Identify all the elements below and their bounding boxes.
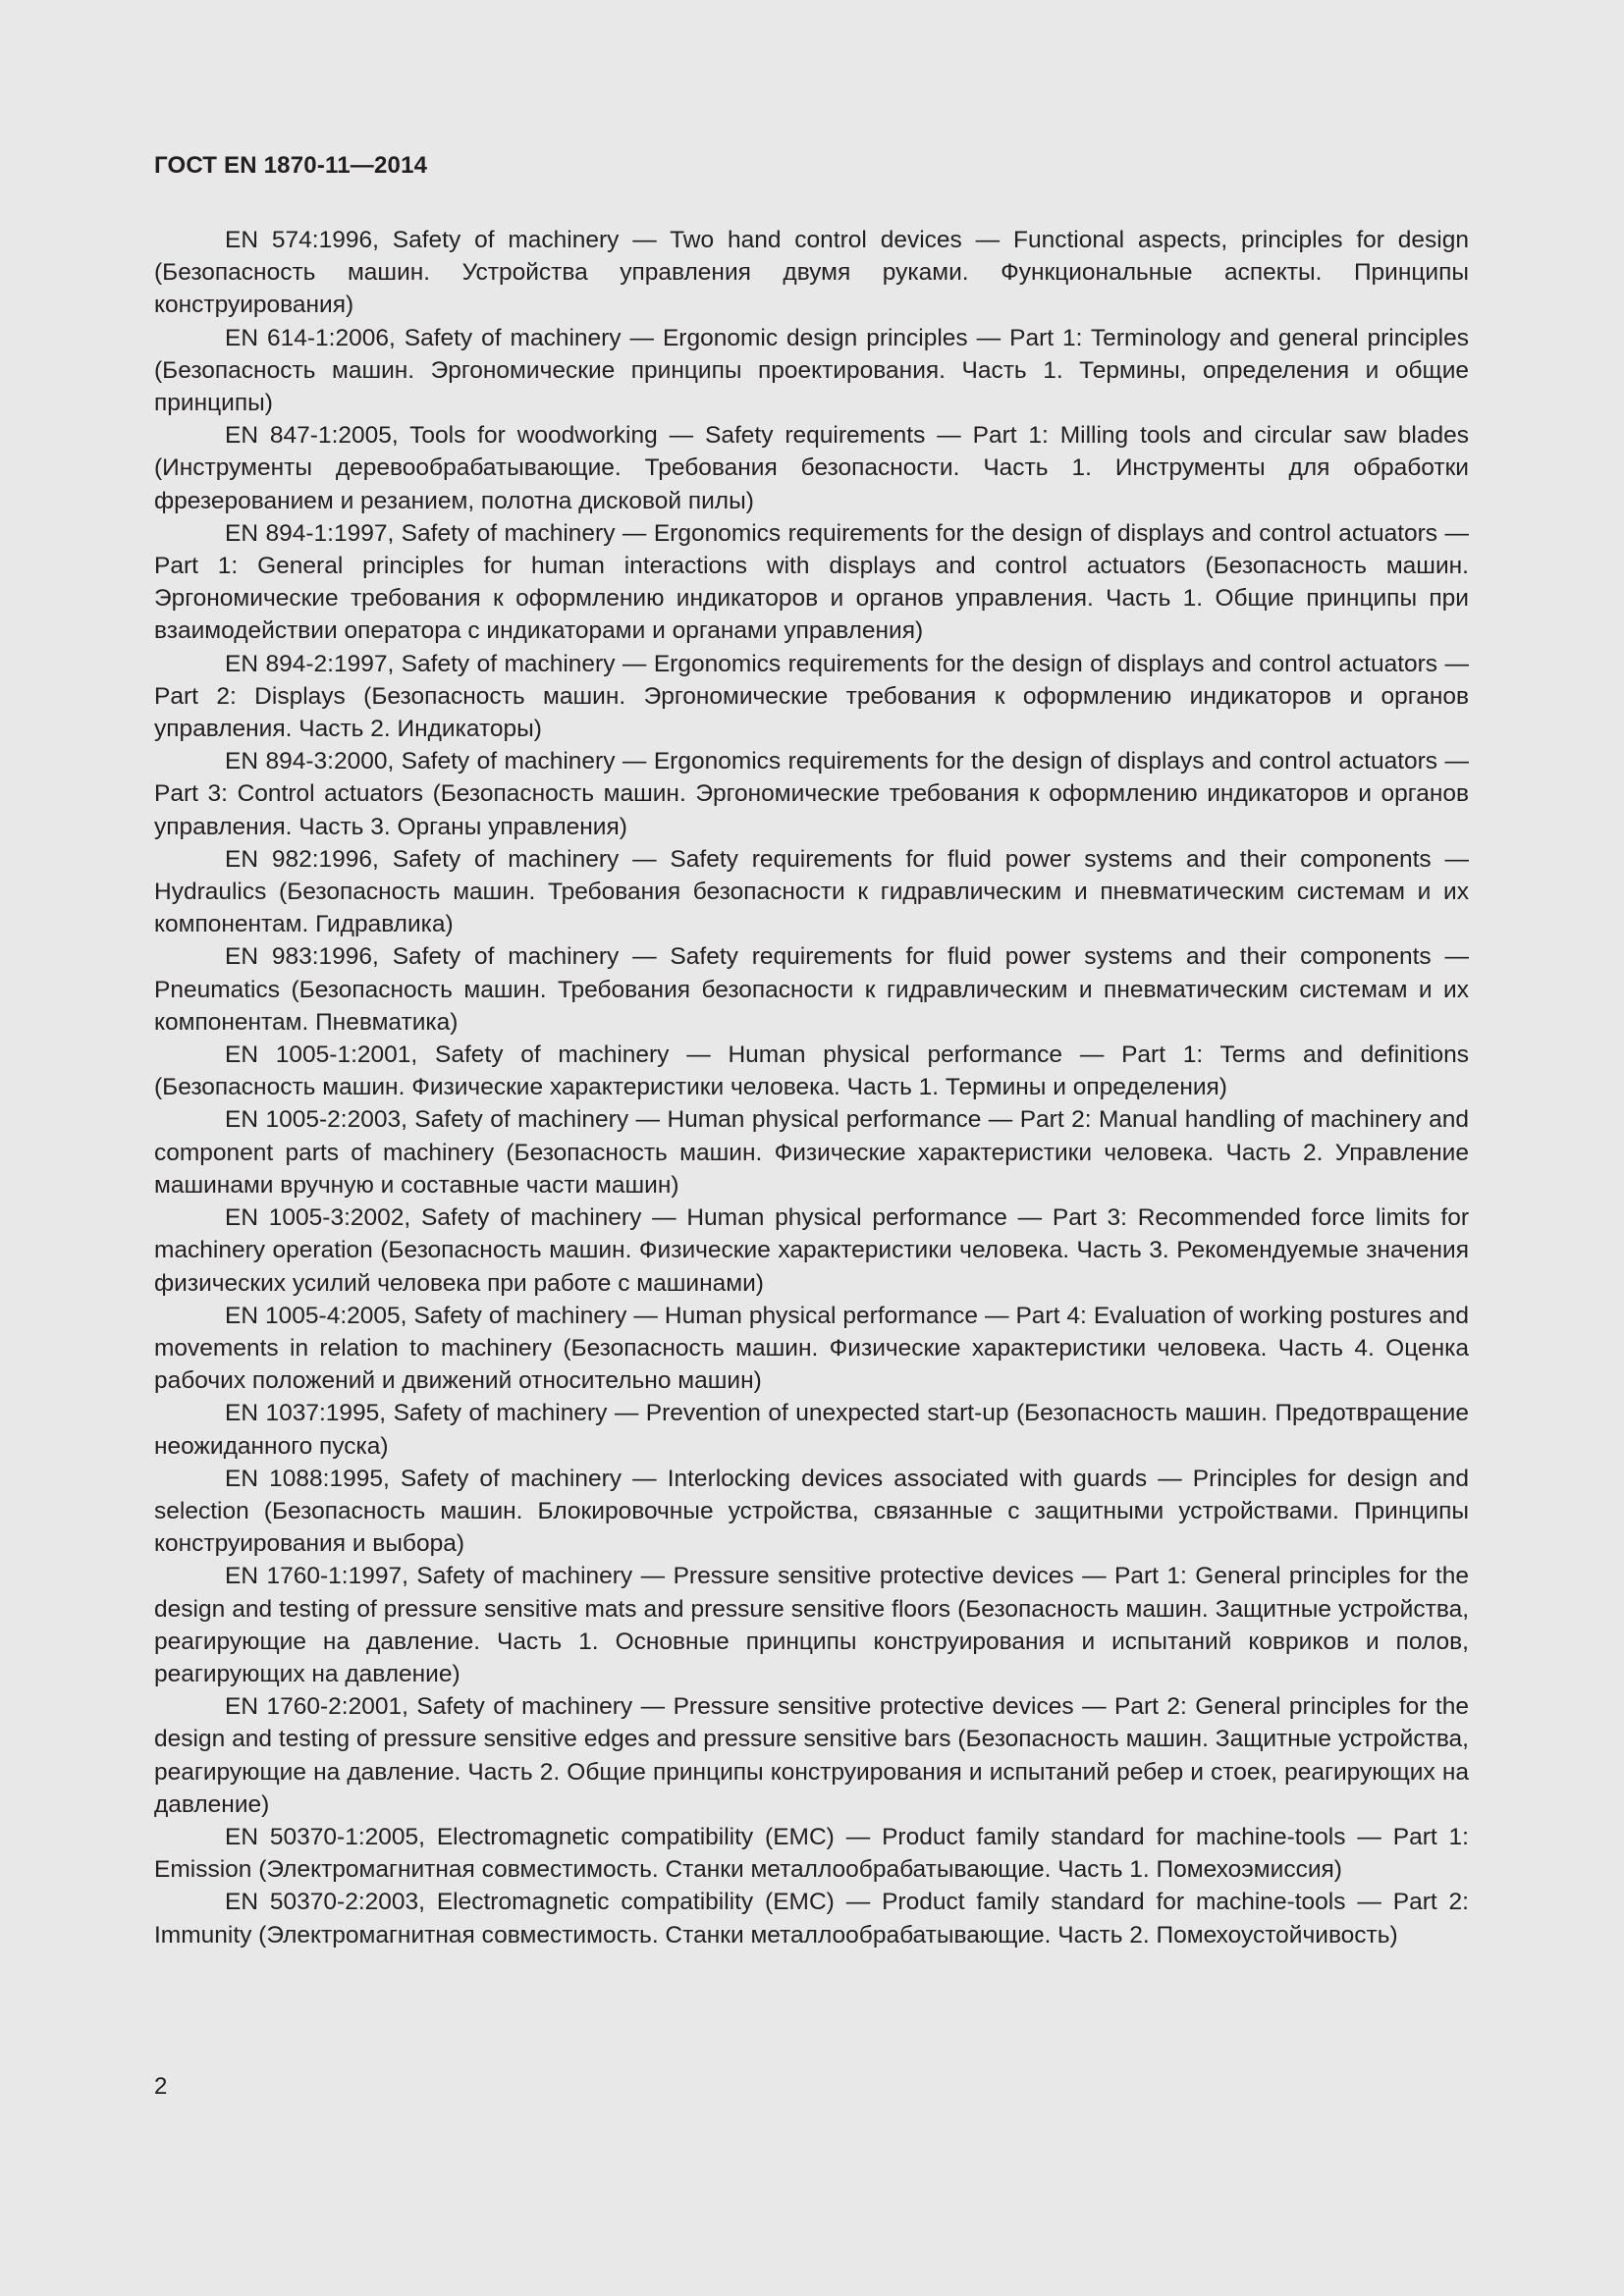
reference-entry: EN 894-2:1997, Safety of machinery — Ergonomics requirements for the design of displays and control actuators — Part 2: Displays (Безопасность машин. Эргономические требования к оформлению индикаторов и органов управления. Часть 2. Индикаторы)	[154, 650, 1469, 743]
page-number: 2	[154, 2073, 168, 2100]
reference-entry: EN 1005-4:2005, Safety of machinery — Human physical performance — Part 4: Evaluation of working postures and movements in relation to machinery (Безопасность машин. Физические характеристики человека. Часть 4. Оценка рабочих положений и движений относительно машин)	[154, 1302, 1469, 1395]
reference-entry: EN 894-3:2000, Safety of machinery — Ergonomics requirements for the design of displays and control actuators — Part 3: Control actuators (Безопасность машин. Эргономические требования к оформлению индикаторов и органов управления. Часть 3. Органы управления)	[154, 748, 1469, 840]
reference-entry: EN 894-1:1997, Safety of machinery — Ergonomics requirements for the design of displays and control actuators — Part 1: General principles for human interactions with displays and control actuators (Безопасность машин. Эргономические требования к оформлению индикаторов и органов управления. Часть 1. Общие принципы при взаимодействии оператора с индикаторами и органами управления)	[154, 519, 1469, 645]
reference-entry: EN 1760-1:1997, Safety of machinery — Pressure sensitive protective devices — Part 1: General principles for the design and testing of pressure sensitive mats and pressure sensitive floors (Безопасность машин. Защитные устройства, реагирующие на давление. Часть 1. Основные принципы конструирования и испытаний ковриков и полов, реагирующих на давление)	[154, 1563, 1469, 1687]
reference-entry: EN 983:1996, Safety of machinery — Safety requirements for fluid power systems and their components — Pneumatics (Безопасность машин. Требования безопасности к гидравлическим и пневматическим системам и их компонентам. Пневматика)	[154, 943, 1469, 1036]
document-header: ГОСТ EN 1870-11—2014	[154, 152, 428, 179]
reference-entry: EN 1760-2:2001, Safety of machinery — Pressure sensitive protective devices — Part 2: General principles for the design and testing of pressure sensitive edges and pressure sensitive bars (Безопасность машин. Защитные устройства, реагирующие на давление. Часть 2. Общие принципы конструирования и испытаний ребер и стоек, реагирующих на давление)	[154, 1693, 1469, 1818]
reference-entry: EN 574:1996, Safety of machinery — Two hand control devices — Functional aspects, principles for design (Безопасность машин. Устройства управления двумя руками. Функциональные аспекты. Принципы конструирования)	[154, 227, 1469, 319]
reference-entry: EN 614-1:2006, Safety of machinery — Ergonomic design principles — Part 1: Terminology and general principles (Безопасность машин. Эргономические принципы проектирования. Часть 1. Термины, определения и общие принципы)	[154, 324, 1469, 417]
reference-entry: EN 1037:1995, Safety of machinery — Prevention of unexpected start-up (Безопасность машин. Предотвращение неожиданного пуска)	[154, 1400, 1469, 1460]
reference-entry: EN 50370-2:2003, Electromagnetic compatibility (EMC) — Product family standard for machine-tools — Part 2: Immunity (Электромагнитная совместимость. Станки металлообрабатывающие. Часть 2. Помехоустойчивость)	[154, 1889, 1469, 1949]
reference-entry: EN 1005-2:2003, Safety of machinery — Human physical performance — Part 2: Manual handling of machinery and component parts of machinery (Безопасность машин. Физические характеристики человека. Часть 2. Управление машинами вручную и составные части машин)	[154, 1106, 1469, 1199]
reference-entry: EN 847-1:2005, Tools for woodworking — Safety requirements — Part 1: Milling tools and circular saw blades (Инструменты деревообрабатывающие. Требования безопасности. Часть 1. Инструменты для обработки фрезерованием и резанием, полотна дисковой пилы)	[154, 422, 1469, 514]
reference-list	[154, 224, 1469, 1951]
reference-entry: EN 1088:1995, Safety of machinery — Interlocking devices associated with guards — Principles for design and selection (Безопасность машин. Блокировочные устройства, связанные с защитными устройствами. Принципы конструирования и выбора)	[154, 1465, 1469, 1558]
reference-entry: EN 982:1996, Safety of machinery — Safety requirements for fluid power systems and their components — Hydraulics (Безопасность машин. Требования безопасности к гидравлическим и пневматическим системам и их компонентам. Гидравлика)	[154, 845, 1469, 938]
reference-entry: EN 50370-1:2005, Electromagnetic compatibility (EMC) — Product family standard for machine-tools — Part 1: Emission (Электромагнитная совместимость. Станки металлообрабатывающие. Часть 1. Помехоэмиссия)	[154, 1823, 1469, 1884]
reference-entry: EN 1005-3:2002, Safety of machinery — Human physical performance — Part 3: Recommended force limits for machinery operation (Безопасность машин. Физические характеристики человека. Часть 3. Рекомендуемые значения физических усилий человека при работе с машинами)	[154, 1204, 1469, 1297]
reference-entry: EN 1005-1:2001, Safety of machinery — Human physical performance — Part 1: Terms and definitions (Безопасность машин. Физические характеристики человека. Часть 1. Термины и определения)	[154, 1041, 1469, 1101]
